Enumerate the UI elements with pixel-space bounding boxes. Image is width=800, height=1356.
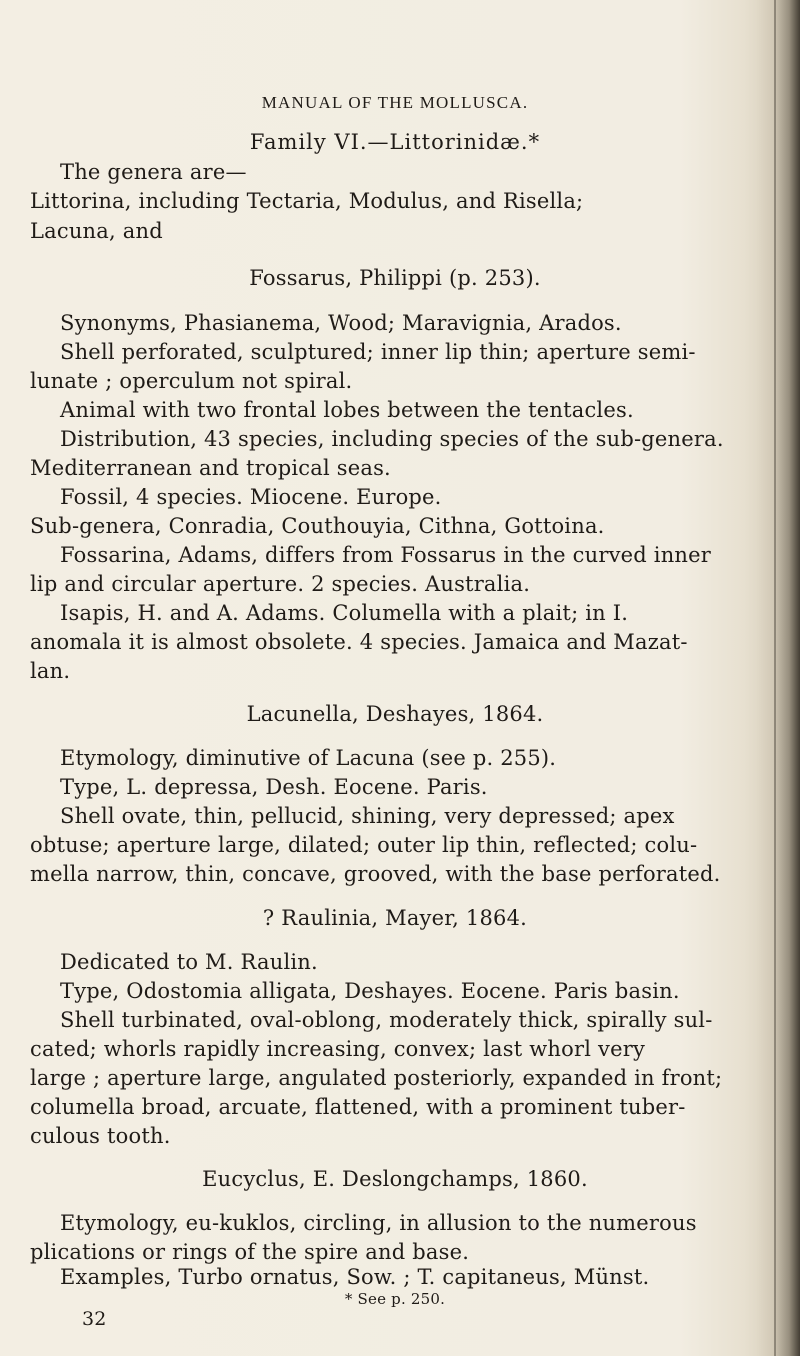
text-line: plications or rings of the spire and base. <box>30 1240 470 1264</box>
text-line: Animal with two frontal lobes between the tentacles. <box>60 398 634 422</box>
genus-heading: Eucyclus, E. Deslongchamps, 1860. <box>202 1167 588 1191</box>
text-line: Etymology, eu-kuklos, circling, in allusion to the numerous <box>60 1211 697 1235</box>
text-line: The genera are— <box>60 160 247 184</box>
text-line: Mediterranean and tropical seas. <box>30 456 391 480</box>
running-header: MANUAL OF THE MOLLUSCA. <box>261 93 529 112</box>
text-line: large ; aperture large, angulated posteriorly, expanded in front; <box>30 1066 723 1090</box>
text-line: Distribution, 43 species, including species of the sub-genera. <box>60 427 724 451</box>
text-line: columella broad, arcuate, flattened, with a prominent tuber- <box>30 1095 686 1119</box>
text-line: Type, L. depressa, Desh. Eocene. Paris. <box>60 775 488 799</box>
page-number: 32 <box>82 1308 107 1330</box>
text-line: lip and circular aperture. 2 species. Australia. <box>30 572 531 596</box>
text-line: Synonyms, Phasianema, Wood; Maravignia, Arados. <box>60 311 622 335</box>
genus-heading: ? Raulinia, Mayer, 1864. <box>262 906 528 930</box>
text-line: lunate ; operculum not spiral. <box>30 369 353 393</box>
text-line: Shell turbinated, oval-oblong, moderately thick, spirally sul- <box>60 1008 713 1032</box>
text-line: lan. <box>30 659 71 683</box>
page-edge <box>774 0 776 1356</box>
text-line: Fossil, 4 species. Miocene. Europe. <box>60 485 442 509</box>
text-line: culous tooth. <box>30 1124 171 1148</box>
text-line: Shell ovate, thin, pellucid, shining, very depressed; apex <box>60 804 675 828</box>
text-line: Shell perforated, sculptured; inner lip thin; aperture semi- <box>60 340 696 364</box>
text-line: Sub-genera, Conradia, Couthouyia, Cithna, Gottoina. <box>30 514 605 538</box>
footnote: * See p. 250. <box>344 1290 446 1308</box>
text-line: obtuse; aperture large, dilated; outer lip thin, reflected; colu- <box>30 833 698 857</box>
text-line: cated; whorls rapidly increasing, convex; last whorl very <box>30 1037 646 1061</box>
page-binding-shadow <box>756 0 800 1356</box>
text-line: Littorina, including Tectaria, Modulus, and Risella; <box>30 189 584 213</box>
text-line: Isapis, H. and A. Adams. Columella with a plait; in I. <box>60 601 629 625</box>
genus-heading: Lacunella, Deshayes, 1864. <box>246 702 544 726</box>
text-line: Dedicated to M. Raulin. <box>60 950 318 974</box>
family-title: Family VI.—Littorinidæ.* <box>249 130 541 154</box>
text-line: Examples, Turbo ornatus, Sow. ; T. capitaneus, Münst. <box>60 1265 650 1289</box>
text-line: Lacuna, and <box>30 219 163 243</box>
text-line: anomala it is almost obsolete. 4 species. Jamaica and Mazat- <box>30 630 688 654</box>
text-line: Type, Odostomia alligata, Deshayes. Eocene. Paris basin. <box>60 979 680 1003</box>
text-line: Etymology, diminutive of Lacuna (see p. 255). <box>60 746 557 770</box>
text-line: Fossarina, Adams, differs from Fossarus in the curved inner <box>60 543 712 567</box>
text-line: mella narrow, thin, concave, grooved, with the base perforated. <box>30 862 721 886</box>
genus-heading: Fossarus, Philippi (p. 253). <box>249 266 541 290</box>
